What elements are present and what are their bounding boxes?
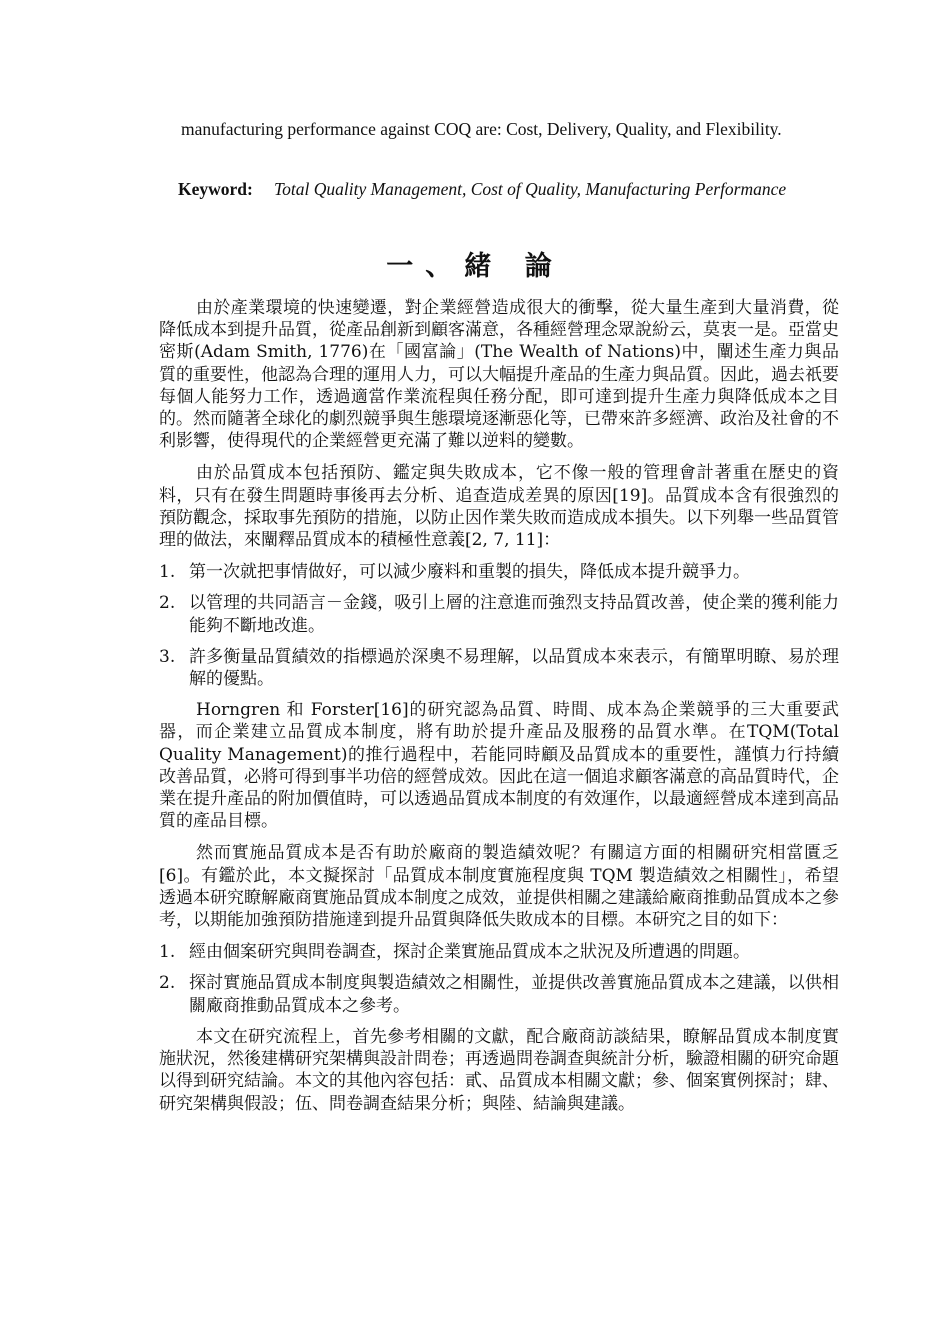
list-item — [159, 972, 839, 1016]
paragraph-4: 然而實施品質成本是否有助於廠商的製造績效呢？有關這方面的相關研究相當匱乏[6]。有鑑於此，本文擬探討「品質成本制度實施程度與 TQM 製造績效之相關性」，希望透過本研究瞭解廠商實施品質成本制度之成效，並提供相關之建議給廠商推動品質成本之參考，以期能加強預防措施達到提升品質與降低失敗成本的目標。本研究之目的如下： — [159, 843, 839, 931]
paragraph-5: 本文在研究流程上，首先參考相關的文獻，配合廠商訪談結果，瞭解品質成本制度實施狀況，然後建構研究架構與設計問卷；再透過問卷調查與統計分析，驗證相關的研究命題以得到研究結論。本文的其他內容包括：貳、品質成本相關文獻；參、個案實例探討；肆、研究架構與假設；伍、問卷調查結果分析；與陸、結論與建議。 — [159, 1026, 839, 1114]
keyword-label: Keyword: — [178, 179, 253, 199]
keyword-text: Total Quality Management, Cost of Quality, Manufacturing Performance — [274, 179, 787, 199]
paragraph-2: 由於品質成本包括預防、鑑定與失敗成本，它不像一般的管理會計著重在歷史的資料，只有在發生問題時事後再去分析、追查造成差異的原因[19]。品質成本含有很強烈的預防觀念，採取事先預防的措施，以防止因作業失敗而造成成本損失。以下列舉一些品質管理的做法，來闡釋品質成本的積極性意義[2, 7, 11]： — [159, 463, 839, 551]
list-item — [159, 941, 839, 963]
paragraph-1: 由於產業環境的快速變遷，對企業經營造成很大的衝擊，從大量生產到大量消費，從降低成本到提升品質，從產品創新到顧客滿意，各種經營理念眾說紛云，莫衷一是。亞當史密斯(Adam Smith, 1776)在「國富論」(The Wealth of Nations)中，闡述生產力與品質的重要性，他認為合理的運用人力，可以大幅提升產品的生產力與品質。因此，過去祇要每個人能努力工作，透過適當作業流程與任務分配，即可達到提升生產力與降低成本之目的。然而隨著全球化的劇烈競爭與生態環境逐漸惡化等，已帶來許多經濟、政治及社會的不利影響，使得現代的企業經營更充滿了難以逆料的變數。 — [159, 298, 839, 452]
list-text: 以管理的共同語言－金錢，吸引上層的注意進而強烈支持品質改善，使企業的獲利能力能夠不斷地改進。 — [189, 593, 839, 636]
paragraph-3: Horngren 和 Forster[16]的研究認為品質、時間、成本為企業競爭的三大重要武器，而企業建立品質成本制度，將有助於提升產品及服務的品質水準。在TQM(Total Quality Management)的推行過程中，若能同時顧及品質成本的重要性，謹慎力行持續改善品質，必將可得到事半功倍的經營成效。因此在這一個追求顧客滿意的高品質時代，企業在提升產品的附加價值時，可以透過品質成本制度的有效運作，以最適經營成本達到高品質的產品目標。 — [159, 700, 839, 832]
list-number: 2. — [159, 593, 176, 614]
section-body — [159, 297, 839, 1125]
list-text: 許多衡量品質績效的指標過於深奧不易理解，以品質成本來表示，有簡單明瞭、易於理解的優點。 — [189, 646, 839, 690]
list-item — [159, 561, 839, 583]
list-number: 1. — [159, 942, 176, 963]
section-title: 一、緒 論 — [386, 251, 564, 282]
list-number: 1. — [159, 562, 176, 583]
list-text: 第一次就把事情做好，可以減少廢料和重製的損失，降低成本提升競爭力。 — [189, 562, 750, 583]
list-number: 3. — [159, 646, 176, 667]
list-item — [159, 592, 839, 636]
abstract-closing-text: manufacturing performance against COQ are: Cost, Delivery, Quality, and Flexibility. — [181, 119, 782, 139]
list-text: 經由個案研究與問卷調查，探討企業實施品質成本之狀況及所遭遇的問題。 — [189, 942, 750, 963]
list-number: 2. — [159, 973, 176, 994]
list-text: 探討實施品質成本制度與製造績效之相關性，並提供改善實施品質成本之建議，以供相關廠商推動品質成本之參考。 — [189, 973, 839, 1016]
list-item — [159, 646, 839, 690]
